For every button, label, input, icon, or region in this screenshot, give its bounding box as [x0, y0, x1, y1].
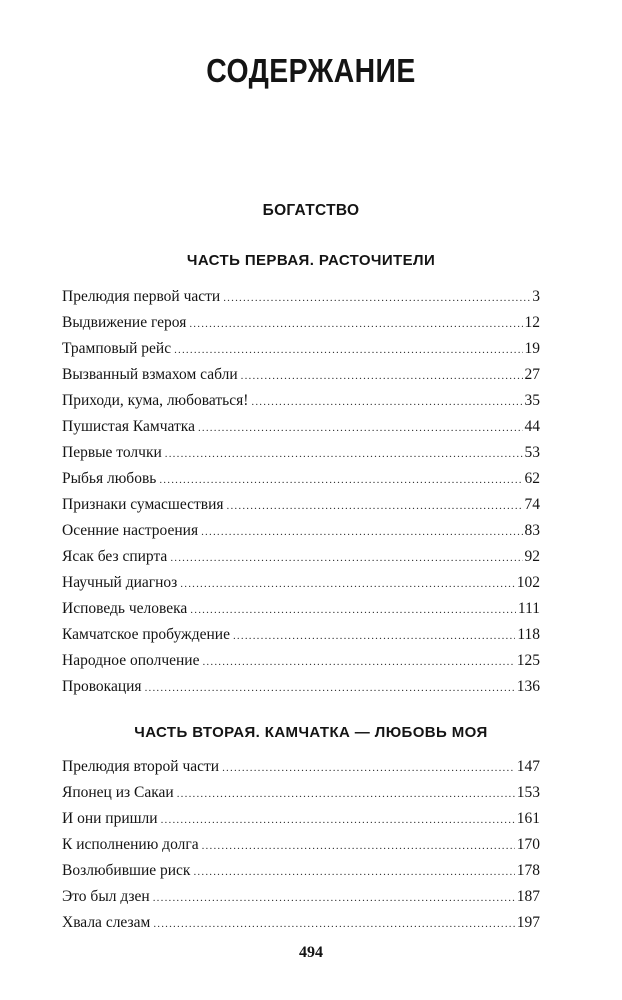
toc-entry-page: 136	[516, 678, 540, 695]
toc-entry-page: 187	[516, 888, 540, 905]
toc-entry-title: Осенние настроения	[62, 522, 199, 539]
dot-leader	[189, 311, 522, 337]
toc-entry	[62, 884, 540, 910]
toc-entry-title: Научный диагноз	[62, 574, 178, 591]
toc-entry-title: Исповедь человека	[62, 600, 188, 617]
dot-leader	[251, 389, 522, 415]
toc-list-part1	[62, 284, 540, 700]
toc-entry	[62, 466, 540, 492]
dot-leader	[223, 285, 530, 311]
toc-entry	[62, 362, 540, 388]
toc-entry-title: Прелюдия первой части	[62, 288, 221, 305]
toc-entry-title: Ясак без спирта	[62, 548, 168, 565]
book-title: БОГАТСТВО	[262, 202, 360, 219]
toc-entry	[62, 310, 540, 336]
toc-entry	[62, 336, 540, 362]
toc-entry-title: Вызванный взмахом сабли	[62, 366, 238, 383]
dot-leader	[241, 363, 523, 389]
toc-entry-title: Прелюдия второй части	[62, 758, 220, 775]
toc-entry	[62, 832, 540, 858]
toc-entry-title: Пушистая Камчатка	[62, 418, 195, 435]
toc-entry-page: 19	[524, 340, 540, 357]
dot-leader	[159, 467, 522, 493]
toc-entry	[62, 492, 540, 518]
toc-entry-page: 62	[524, 470, 540, 487]
toc-entry-title: Провокация	[62, 678, 142, 695]
toc-entry-page: 3	[532, 288, 540, 305]
dot-leader	[170, 545, 522, 571]
toc-entry-title: Рыбья любовь	[62, 470, 157, 487]
toc-entry-title: И они пришли	[62, 810, 158, 827]
toc-entry-page: 74	[524, 496, 540, 513]
toc-entry	[62, 414, 540, 440]
toc-entry	[62, 570, 540, 596]
toc-entry-title: Признаки сумасшествия	[62, 496, 224, 513]
dot-leader	[153, 911, 514, 937]
part-heading: ЧАСТЬ ВТОРАЯ. КАМЧАТКА — ЛЮБОВЬ МОЯ	[134, 724, 488, 741]
toc-entry-title: К исполнению долга	[62, 836, 199, 853]
toc-entry-title: Трамповый рейс	[62, 340, 172, 357]
toc-entry-page: 161	[516, 810, 540, 827]
dot-leader	[153, 885, 515, 911]
toc-entry-page: 118	[517, 626, 540, 643]
toc-entry-page: 153	[516, 784, 540, 801]
toc-entry-page: 44	[524, 418, 540, 435]
dot-leader	[227, 493, 523, 519]
dot-leader	[190, 597, 516, 623]
toc-entry	[62, 858, 540, 884]
toc-entry-page: 12	[524, 314, 540, 331]
toc-entry-page: 53	[524, 444, 540, 461]
dot-leader	[165, 441, 523, 467]
toc-entry-page: 27	[524, 366, 540, 383]
toc-entry-page: 170	[516, 836, 540, 853]
toc-entry-title: Выдвижение героя	[62, 314, 187, 331]
dot-leader	[198, 415, 523, 441]
dot-leader	[202, 833, 515, 859]
dot-leader	[202, 649, 514, 675]
toc-entry-title: Японец из Сакаи	[62, 784, 174, 801]
dot-leader	[161, 807, 515, 833]
toc-entry	[62, 910, 540, 936]
toc-entry	[62, 544, 540, 570]
toc-entry-page: 35	[524, 392, 540, 409]
toc-entry	[62, 780, 540, 806]
toc-entry-title: Возлюбившие риск	[62, 862, 191, 879]
toc-entry-page: 178	[516, 862, 540, 879]
dot-leader	[193, 859, 514, 885]
toc-entry	[62, 806, 540, 832]
toc-entry-page: 92	[524, 548, 540, 565]
page-title: СОДЕРЖАНИЕ	[206, 52, 416, 89]
dot-leader	[174, 337, 522, 363]
part-heading: ЧАСТЬ ПЕРВАЯ. РАСТОЧИТЕЛИ	[186, 252, 436, 269]
toc-entry-page: 111	[517, 600, 540, 617]
toc-list-part2	[62, 754, 540, 936]
toc-entry	[62, 674, 540, 700]
toc-entry-title: Это был дзен	[62, 888, 150, 905]
toc-entry-page: 147	[516, 758, 540, 775]
page-number: 494	[299, 944, 323, 961]
toc-entry-page: 83	[524, 522, 540, 539]
toc-entry-title: Народное ополчение	[62, 652, 200, 669]
toc-entry-page: 197	[516, 914, 540, 931]
toc-entry	[62, 596, 540, 622]
dot-leader	[222, 755, 515, 781]
toc-entry-title: Первые толчки	[62, 444, 162, 461]
toc-entry-title: Камчатское пробуждение	[62, 626, 230, 643]
toc-entry	[62, 440, 540, 466]
toc-entry-title: Хвала слезам	[62, 914, 151, 931]
toc-entry	[62, 648, 540, 674]
toc-entry	[62, 284, 540, 310]
toc-entry-page: 125	[516, 652, 540, 669]
dot-leader	[233, 623, 515, 649]
dot-leader	[201, 519, 522, 545]
dot-leader	[177, 781, 515, 807]
toc-entry	[62, 754, 540, 780]
toc-entry	[62, 518, 540, 544]
dot-leader	[145, 675, 515, 701]
toc-entry	[62, 388, 540, 414]
toc-entry-title: Приходи, кума, любоваться!	[62, 392, 249, 409]
dot-leader	[180, 571, 514, 597]
toc-entry	[62, 622, 540, 648]
toc-entry-page: 102	[516, 574, 540, 591]
